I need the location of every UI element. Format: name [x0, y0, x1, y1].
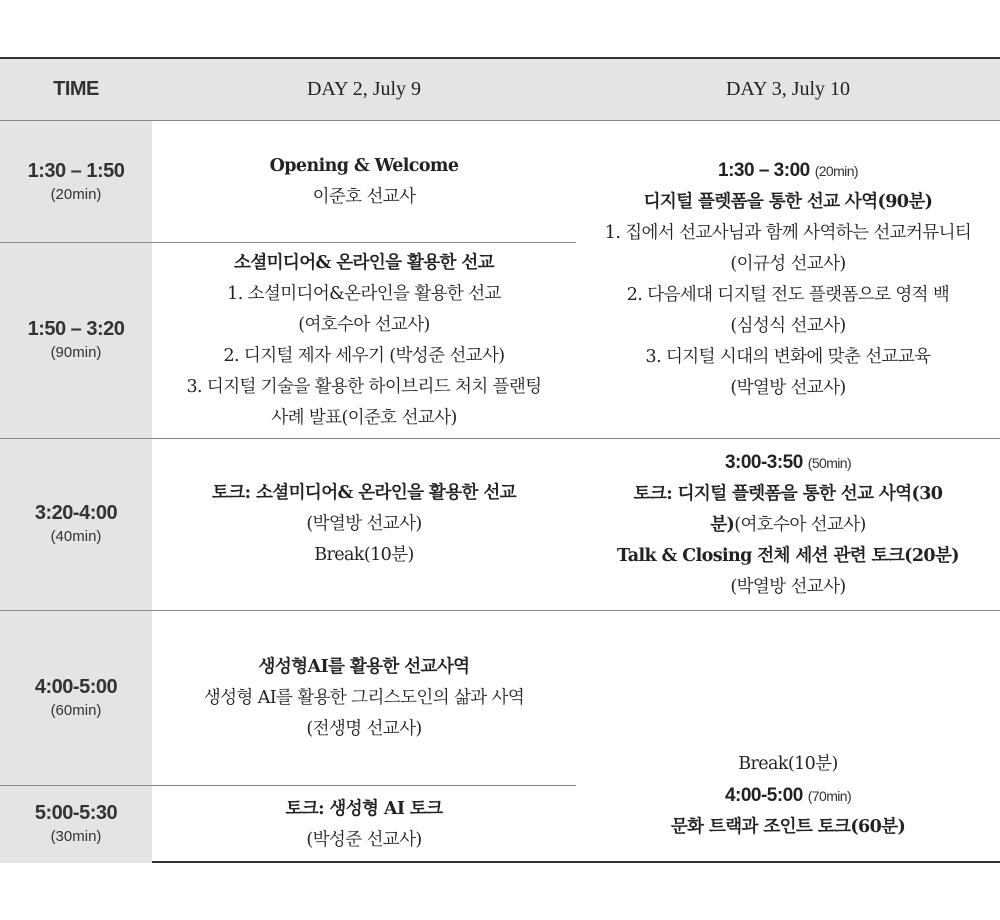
- time-range: 4:00-5:00: [34, 675, 118, 698]
- session-line: (심성식 선교사): [730, 316, 846, 336]
- session-line: (박열방 선교사): [730, 378, 846, 398]
- header-day3-label: DAY 3, July 10: [725, 78, 851, 100]
- session-time: 3:00-3:50: [724, 451, 803, 473]
- session-title: 디지털 플렛폼을 통한 선교 사역(90분): [643, 192, 933, 212]
- day3-session: [576, 121, 1000, 438]
- session-title-cont: 분): [710, 514, 735, 535]
- session-line: (박열방 선교사): [306, 514, 422, 534]
- session-line: 1. 소셜미디어&온라인을 활용한 선교: [227, 283, 501, 304]
- header-day3-cell: [576, 59, 1000, 120]
- header-time-cell: [0, 59, 152, 120]
- session-line: 1. 집에서 선교사님과 함께 사역하는 선교커뮤니티: [604, 223, 972, 243]
- session-line: (전생명 선교사): [306, 718, 422, 739]
- day2-session: [152, 243, 576, 438]
- time-cell: [0, 785, 152, 863]
- session-line: [710, 510, 866, 541]
- session-duration: (70min): [807, 788, 852, 804]
- session-line: 3. 디지털 기술을 활용한 하이브리드 처치 플랜팅: [186, 376, 542, 397]
- time-cell: [0, 242, 152, 438]
- session-line: 사례 발표(이준호 선교사): [271, 407, 457, 428]
- day2-session: [152, 121, 576, 242]
- session-title: Opening & Welcome: [269, 155, 459, 176]
- time-duration: (40min): [50, 528, 102, 545]
- session-title: 소셜미디어& 온라인을 활용한 선교: [234, 252, 494, 273]
- session-line: (박성준 선교사): [306, 829, 422, 850]
- day3-session: [576, 439, 1000, 610]
- session-title: Talk & Closing 전체 세션 관련 토크(20분): [617, 545, 959, 566]
- session-duration: (20min): [814, 163, 858, 179]
- header-day2-label: DAY 2, July 9: [306, 78, 422, 100]
- schedule-table: [0, 57, 1000, 863]
- day2-session: [152, 786, 576, 863]
- session-time-line: [718, 155, 858, 187]
- session-line: Break(10분): [314, 545, 414, 565]
- session-time: 4:00-5:00: [724, 785, 803, 806]
- time-range: 1:30 – 1:50: [27, 159, 125, 182]
- session-duration: (50min): [807, 454, 852, 471]
- time-duration: (20min): [50, 185, 102, 203]
- session-speaker: (여호수아 선교사): [734, 514, 866, 535]
- header-day2-cell: [152, 59, 576, 120]
- session-line: 이준호 선교사: [312, 186, 416, 207]
- session-title: 문화 트랙과 조인트 토크(60분): [670, 817, 906, 837]
- time-cell: [0, 610, 152, 785]
- header-time-label: TIME: [53, 78, 99, 100]
- session-title: 토크: 디지털 플렛폼을 통한 선교 사역(30: [633, 483, 943, 504]
- session-line: 생성형 AI를 활용한 그리스도인의 삶과 사역: [203, 687, 525, 708]
- day3-session: [576, 611, 1000, 863]
- day2-session: [152, 439, 576, 610]
- time-range: 5:00-5:30: [34, 802, 118, 824]
- session-line: Break(10분): [738, 754, 838, 774]
- session-line: 2. 다음세대 디지털 전도 플랫폼으로 영적 백: [626, 285, 950, 305]
- session-line: 3. 디지털 시대의 변화에 맞춘 선교교육: [645, 347, 931, 367]
- time-cell: [0, 121, 152, 242]
- session-line: (박열방 선교사): [730, 576, 846, 597]
- time-cell: [0, 438, 152, 610]
- time-duration: (30min): [50, 828, 102, 845]
- session-time: 1:30 – 3:00: [718, 160, 810, 181]
- time-range: 3:20-4:00: [34, 502, 118, 524]
- time-duration: (60min): [50, 701, 102, 719]
- session-title: 생성형AI를 활용한 선교사역: [258, 656, 470, 677]
- session-title: 토크: 소셜미디어& 온라인을 활용한 선교: [212, 483, 516, 503]
- session-line: (여호수아 선교사): [298, 314, 430, 335]
- time-range: 1:50 – 3:20: [27, 318, 125, 340]
- session-line: 2. 디지털 제자 세우기 (박성준 선교사): [223, 345, 505, 366]
- time-duration: (90min): [50, 344, 102, 361]
- session-title: 토크: 생성형 AI 토크: [285, 798, 443, 819]
- day2-session: [152, 611, 576, 785]
- session-time-line: [725, 780, 851, 812]
- session-line: (이규성 선교사): [730, 254, 846, 274]
- session-time-line: [725, 447, 851, 479]
